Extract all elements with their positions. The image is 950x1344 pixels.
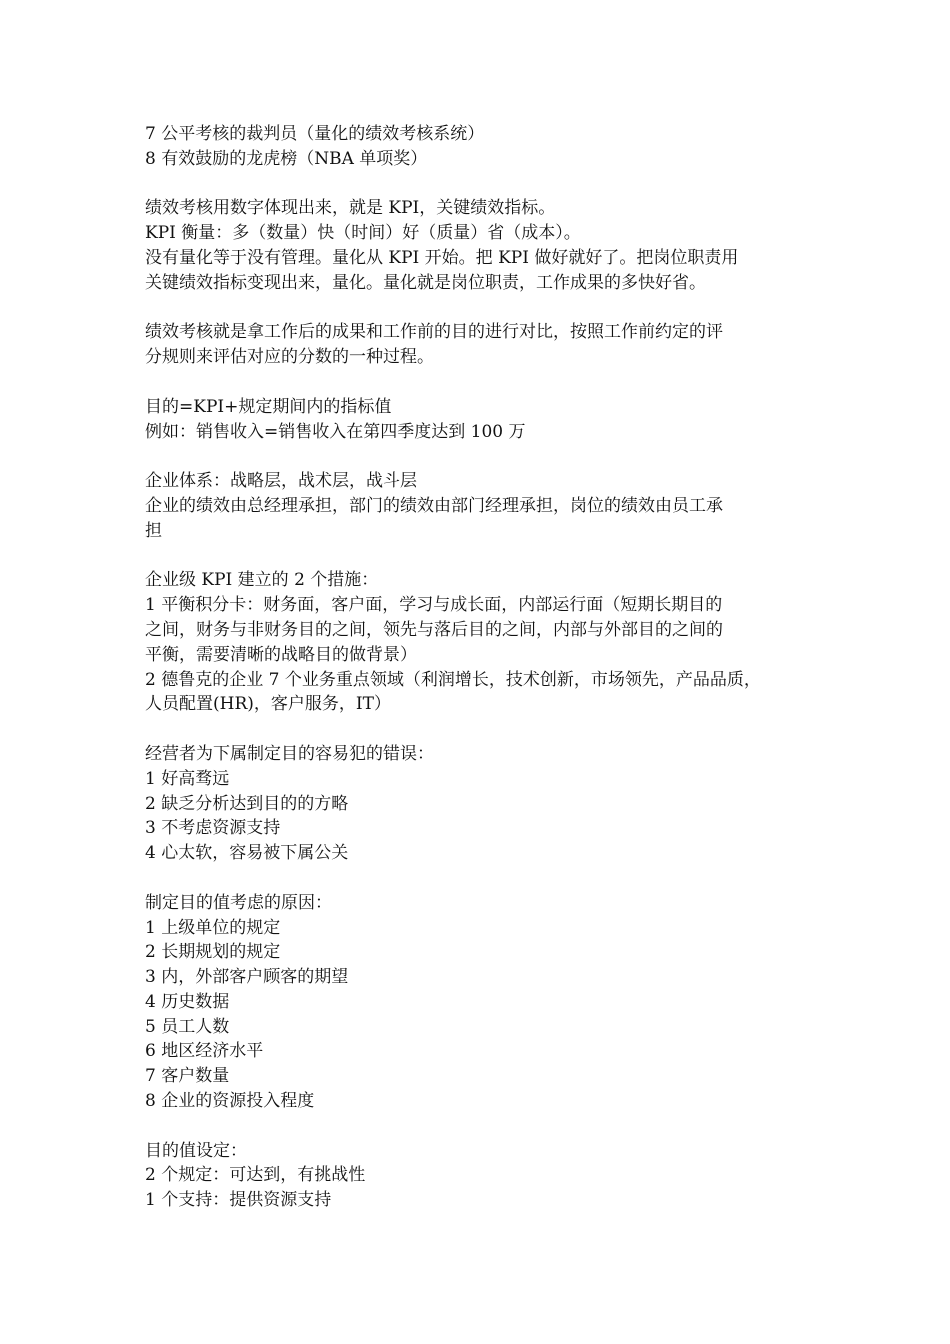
text-line: 2 长期规划的规定: [145, 942, 281, 963]
text-line: 5 员工人数: [145, 1016, 230, 1037]
text-line: 1 个支持：提供资源支持: [145, 1190, 332, 1211]
text-line: 目的值设定：: [145, 1140, 247, 1161]
text-line: 4 历史数据: [145, 991, 230, 1012]
text-line: 8 企业的资源投入程度: [145, 1091, 315, 1112]
text-line: 例如：销售收入=销售收入在第四季度达到 100 万: [145, 421, 526, 442]
text-line: 企业体系：战略层，战术层，战斗层: [145, 471, 417, 492]
text-line: 1 平衡积分卡：财务面，客户面，学习与成长面，内部运行面（短期长期目的: [145, 595, 723, 616]
text-line: 6 地区经济水平: [145, 1041, 264, 1062]
text-line: 企业的绩效由总经理承担，部门的绩效由部门经理承担，岗位的绩效由员工承: [145, 495, 723, 516]
text-line: 人员配置(HR)，客户服务，IT）: [145, 694, 391, 715]
text-line: 3 不考虑资源支持: [145, 818, 281, 839]
text-line: 1 好高骛远: [145, 768, 230, 789]
blank-line: [145, 1114, 825, 1139]
text-line: 平衡，需要清晰的战略目的做背景）: [145, 644, 417, 665]
text-line: 分规则来评估对应的分数的一种过程。: [145, 347, 434, 368]
text-line: 制定目的值考虑的原因：: [145, 892, 332, 913]
text-line: KPI 衡量：多（数量）快（时间）好（质量）省（成本）。: [145, 223, 581, 244]
blank-line: [145, 544, 825, 569]
text-line: 1 上级单位的规定: [145, 917, 281, 938]
text-line: 目的=KPI+规定期间内的指标值: [145, 396, 392, 417]
text-line: 7 公平考核的裁判员（量化的绩效考核系统）: [145, 124, 485, 144]
text-line: 担: [145, 520, 162, 541]
text-line: 7 客户数量: [145, 1066, 230, 1087]
text-line: 8 有效鼓励的龙虎榜（NBA 单项奖）: [145, 148, 428, 169]
text-line: 没有量化等于没有管理。量化从 KPI 开始。把 KPI 做好就好了。把岗位职责用: [145, 247, 739, 268]
blank-line: [145, 717, 825, 742]
blank-line: [145, 172, 825, 197]
document-body: [145, 122, 825, 1213]
blank-line: [145, 444, 825, 469]
text-line: 企业级 KPI 建立的 2 个措施：: [145, 570, 379, 591]
text-line: 之间，财务与非财务目的之间，领先与落后目的之间，内部与外部目的之间的: [145, 619, 723, 640]
blank-line: [145, 296, 825, 321]
text-line: 2 个规定：可达到，有挑战性: [145, 1165, 366, 1186]
blank-line: [145, 370, 825, 395]
blank-line: [145, 866, 825, 891]
text-line: 3 内，外部客户顾客的期望: [145, 967, 349, 988]
text-line: 绩效考核就是拿工作后的成果和工作前的目的进行对比，按照工作前约定的评: [145, 322, 723, 343]
text-line: 绩效考核用数字体现出来，就是 KPI，关键绩效指标。: [145, 198, 556, 219]
text-line: 2 缺乏分析达到目的的方略: [145, 793, 349, 814]
text-line: 经营者为下属制定目的容易犯的错误：: [145, 743, 434, 764]
text-line: 关键绩效指标变现出来，量化。量化就是岗位职责，工作成果的多快好省。: [145, 272, 706, 293]
text-line: 2 德鲁克的企业 7 个业务重点领域（利润增长，技术创新，市场领先，产品品质，: [145, 669, 761, 690]
text-line: 4 心太软，容易被下属公关: [145, 843, 349, 864]
